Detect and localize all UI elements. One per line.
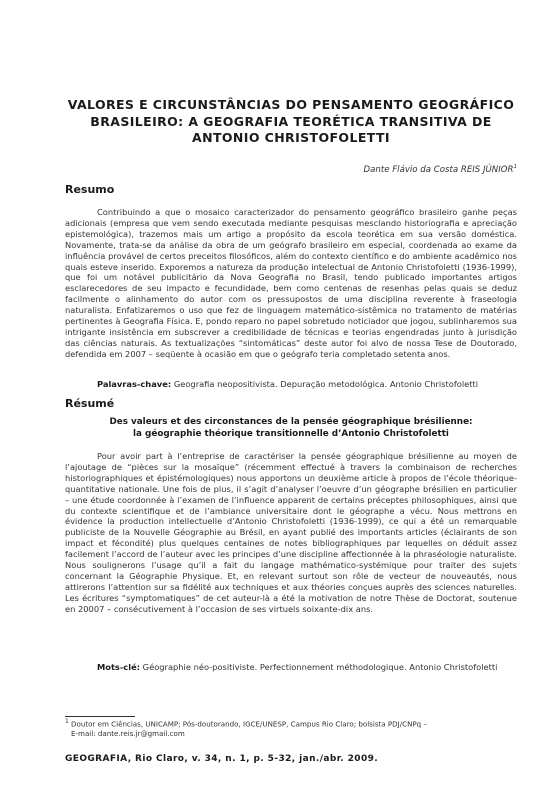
journal-footer: GEOGRAFIA, Rio Claro, v. 34, n. 1, p. 5-32, jan./abr. 2009.	[65, 754, 379, 764]
resumo-keywords-text: Geografia neopositivista. Depuração metodológica. Antonio Christofoletti	[173, 379, 479, 389]
resume-body	[65, 451, 517, 615]
author-name: Dante Flávio da Costa REIS JÚNIOR	[363, 164, 514, 175]
footnote-line-2: E-mail: dante.reis.jr@gmail.com	[71, 728, 185, 738]
title-line-3: ANTONIO CHRISTOFOLETTI	[192, 130, 390, 145]
resume-subtitle-line-2: la géographie théorique transitionnelle d’Antonio Christofoletti	[133, 428, 449, 439]
author-footnote-marker: 1	[513, 164, 517, 170]
resume-subtitle-line-1: Des valeurs et des circonstances de la pensée géographique brésilienne:	[109, 417, 473, 427]
resume-keywords-label: Mots-clé:	[97, 662, 141, 672]
footnote-rule	[65, 716, 135, 717]
title-line-1: VALORES E CIRCUNSTÂNCIAS DO PENSAMENTO GEOGRÁFICO	[67, 97, 515, 112]
footnote-line-1: Doutor em Ciências, UNICAMP; Pós-doutorando, IGCE/UNESP, Campus Rio Claro; bolsista PDJ/CNPq –	[71, 719, 427, 729]
footnote	[65, 718, 517, 738]
resumo-heading: Resumo	[65, 183, 115, 196]
resumo-keywords	[97, 379, 478, 390]
article-title	[65, 97, 517, 147]
resumo-keywords-label: Palavras-chave:	[97, 379, 172, 389]
resume-paragraph: Pour avoir part à l’entreprise de caractériser la pensée géographique brésilienne au moyen de l’ajoutage de “pièces sur la mosaïque” (récemment effectué à travers la combinaison de recherches historiographiques et épistémologiques) nous apportons un deuxième article à propos de l’école théorique-quantitative nationale. Une fois de plus, il s’agit d’analyser l’oeuvre d’un géographe brésilien en particulier – une étude coordonnée à l’examen de l’influence apparent de certains préceptes philosophiques, ainsi que du contexte scientifique et de l’ambiance universitaire dont le géographe a vécu. Nous mettrons en évidence la production intellectuelle d’Antonio Christofoletti (1936-1999), ce qui a été un remarquable publiciste de la Nouvelle Géographie au Brésil, en ayant publié des importants articles (éclairants de son impact et fécondité) plus quelques centaines de notes bibliographiques par lequelles on déduit assez facilement l’accord de l’auteur avec les principes d’une discipline affectionnée à la phraséologie naturaliste. Nous soulignerons l’usage qu’il a fait du langage mathématico-systémique pour traiter des sujets concernant la Géographie Physique. Et, en relevant surtout son rôle de vecteur de nouveautés, nous attirerons l’attention sur sa fidélité aux techniques et aux théories conçues auprès des sciences naturelles. Les écritures “symptomatiques” de cet auteur-là a été la motivation de notre Thèse de Doctorat, soutenue en 20007 – consécutivement à l’occasion de ses virtuels soixante-dix ans.	[65, 451, 517, 614]
footnote-marker: 1	[65, 719, 69, 725]
resumo-body	[65, 207, 517, 360]
resumo-paragraph: Contribuindo a que o mosaico caracterizador do pensamento geográfico brasileiro ganhe peças adicionais (empresa que vem sendo executada mediante pesquisas mesclando historiografia e apreciação epistemológica), trazemos mais um artigo a propósito da escola teorética em sua versão doméstica. Novamente, trata-se da análise da obra de um geógrafo brasileiro em especial, coordenada ao exame da influência provável de certos preceitos filosóficos, além do contexto científico e do ambiente acadêmico nos quais esteve inserido. Exporemos a natureza da produção intelectual de Antonio Christofoletti (1936-1999), que foi um notável publicitário da Nova Geografia no Brasil, tendo publicado importantes artigos esclarecedores de seu impacto e fecundidade, bem como centenas de resenhas pelas quais se deduz facilmente o alinhamento do autor com os pressupostos de uma disciplina reverente à fraseologia naturalista. Enfatizaremos o uso que fez de linguagem matemático-sistêmica no tratamento de matérias pertinentes à Geografia Física. E, pondo reparo no papel sobretudo noticiador que jogou, sublinharemos sua intrigante insistência em subscrever a credibilidade de técnicas e teorias engendradas junto à jurisdição das ciências naturais. As textualizações “sintomáticas” deste autor foi alvo de nossa Tese de Doutorado, defendida em 2007 – seqüente à ocasião em que o geógrafo teria completado setenta anos.	[65, 207, 517, 359]
title-line-2: BRASILEIRO: A GEOGRAFIA TEORÉTICA TRANSITIVA DE	[90, 113, 492, 129]
author-line	[364, 164, 517, 175]
resume-keywords	[65, 662, 517, 673]
resume-subtitle	[65, 417, 517, 440]
resume-keywords-text: Géographie néo-positiviste. Perfectionnement méthodologique. Antonio Christofoletti	[142, 662, 498, 672]
resume-heading: Résumé	[65, 397, 115, 410]
